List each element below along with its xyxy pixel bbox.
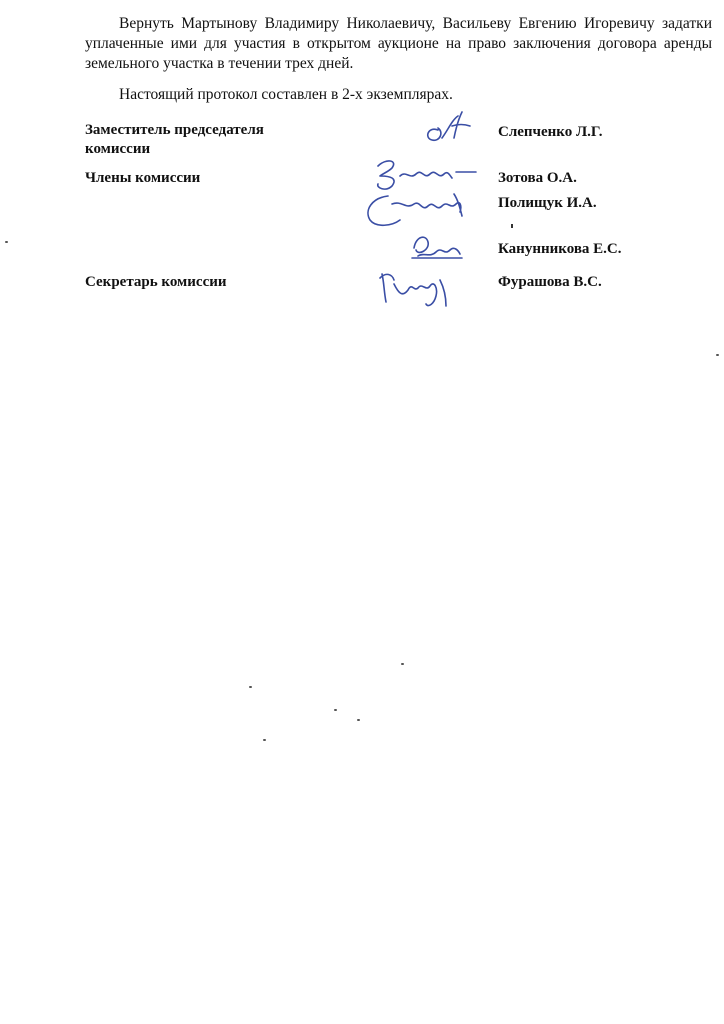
scan-speck	[263, 739, 266, 741]
signature-polishchuk	[362, 186, 472, 232]
scan-speck	[716, 354, 719, 356]
name-furashova: Фурашова В.С.	[498, 274, 602, 290]
paragraph-copies: Настоящий протокол составлен в 2-х экземплярах.	[119, 86, 453, 103]
signature-furashova	[372, 262, 462, 314]
paragraph-refund: Вернуть Мартынову Владимиру Николаевичу, Васильеву Евгению Игоревичу задатки уплаченные ими для участия в открытом аукционе на право заключения договора аренды земельного участка в течении трех дней.	[85, 15, 712, 72]
name-slepchenko: Слепченко Л.Г.	[498, 124, 603, 140]
scan-speck	[249, 686, 252, 688]
name-kanunnikova: Канунникова Е.С.	[498, 241, 622, 257]
name-polishchuk: Полищук И.А.	[498, 195, 597, 211]
scan-speck	[401, 663, 404, 665]
scan-speck	[334, 709, 337, 711]
scan-speck	[357, 719, 360, 721]
name-zotova: Зотова О.А.	[498, 170, 577, 186]
scan-speck	[5, 241, 8, 243]
mark-comma	[511, 224, 513, 228]
role-secretary: Секретарь комиссии	[85, 274, 227, 290]
role-deputy-chairman: Заместитель председателя комиссии	[85, 122, 264, 157]
role-members: Члены комиссии	[85, 170, 201, 186]
signature-slepchenko	[418, 108, 474, 148]
